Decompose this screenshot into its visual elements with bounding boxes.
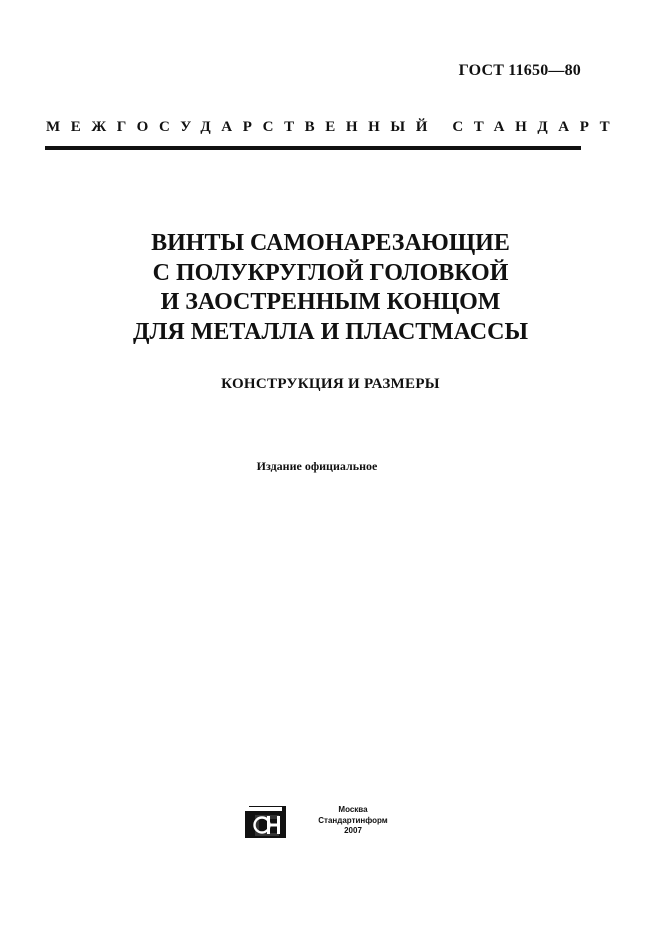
title-line: ДЛЯ МЕТАЛЛА И ПЛАСТМАССЫ	[132, 318, 529, 345]
title-line: С ПОЛУКРУГЛОЙ ГОЛОВКОЙ	[152, 259, 509, 286]
publication-year: 2007	[344, 826, 362, 835]
title-line: ВИНТЫ САМОНАРЕЗАЮЩИЕ	[151, 230, 510, 256]
publisher-block	[311, 805, 395, 837]
header-rule	[45, 146, 581, 150]
standard-type: МЕЖГОСУДАРСТВЕННЫЙ СТАНДАРТ	[46, 119, 621, 135]
document-subtitle: КОНСТРУКЦИЯ И РАЗМЕРЫ	[221, 376, 440, 392]
document-title	[0, 229, 661, 347]
publisher-name: Стандартинформ	[318, 815, 388, 825]
gost-number: ГОСТ 11650—80	[458, 62, 581, 79]
standartinform-logo-icon	[245, 806, 286, 838]
publisher-city: Москва	[338, 805, 368, 814]
edition-note: Издание официальное	[256, 459, 378, 473]
title-line: И ЗАОСТРЕННЫМ КОНЦОМ	[160, 289, 501, 315]
